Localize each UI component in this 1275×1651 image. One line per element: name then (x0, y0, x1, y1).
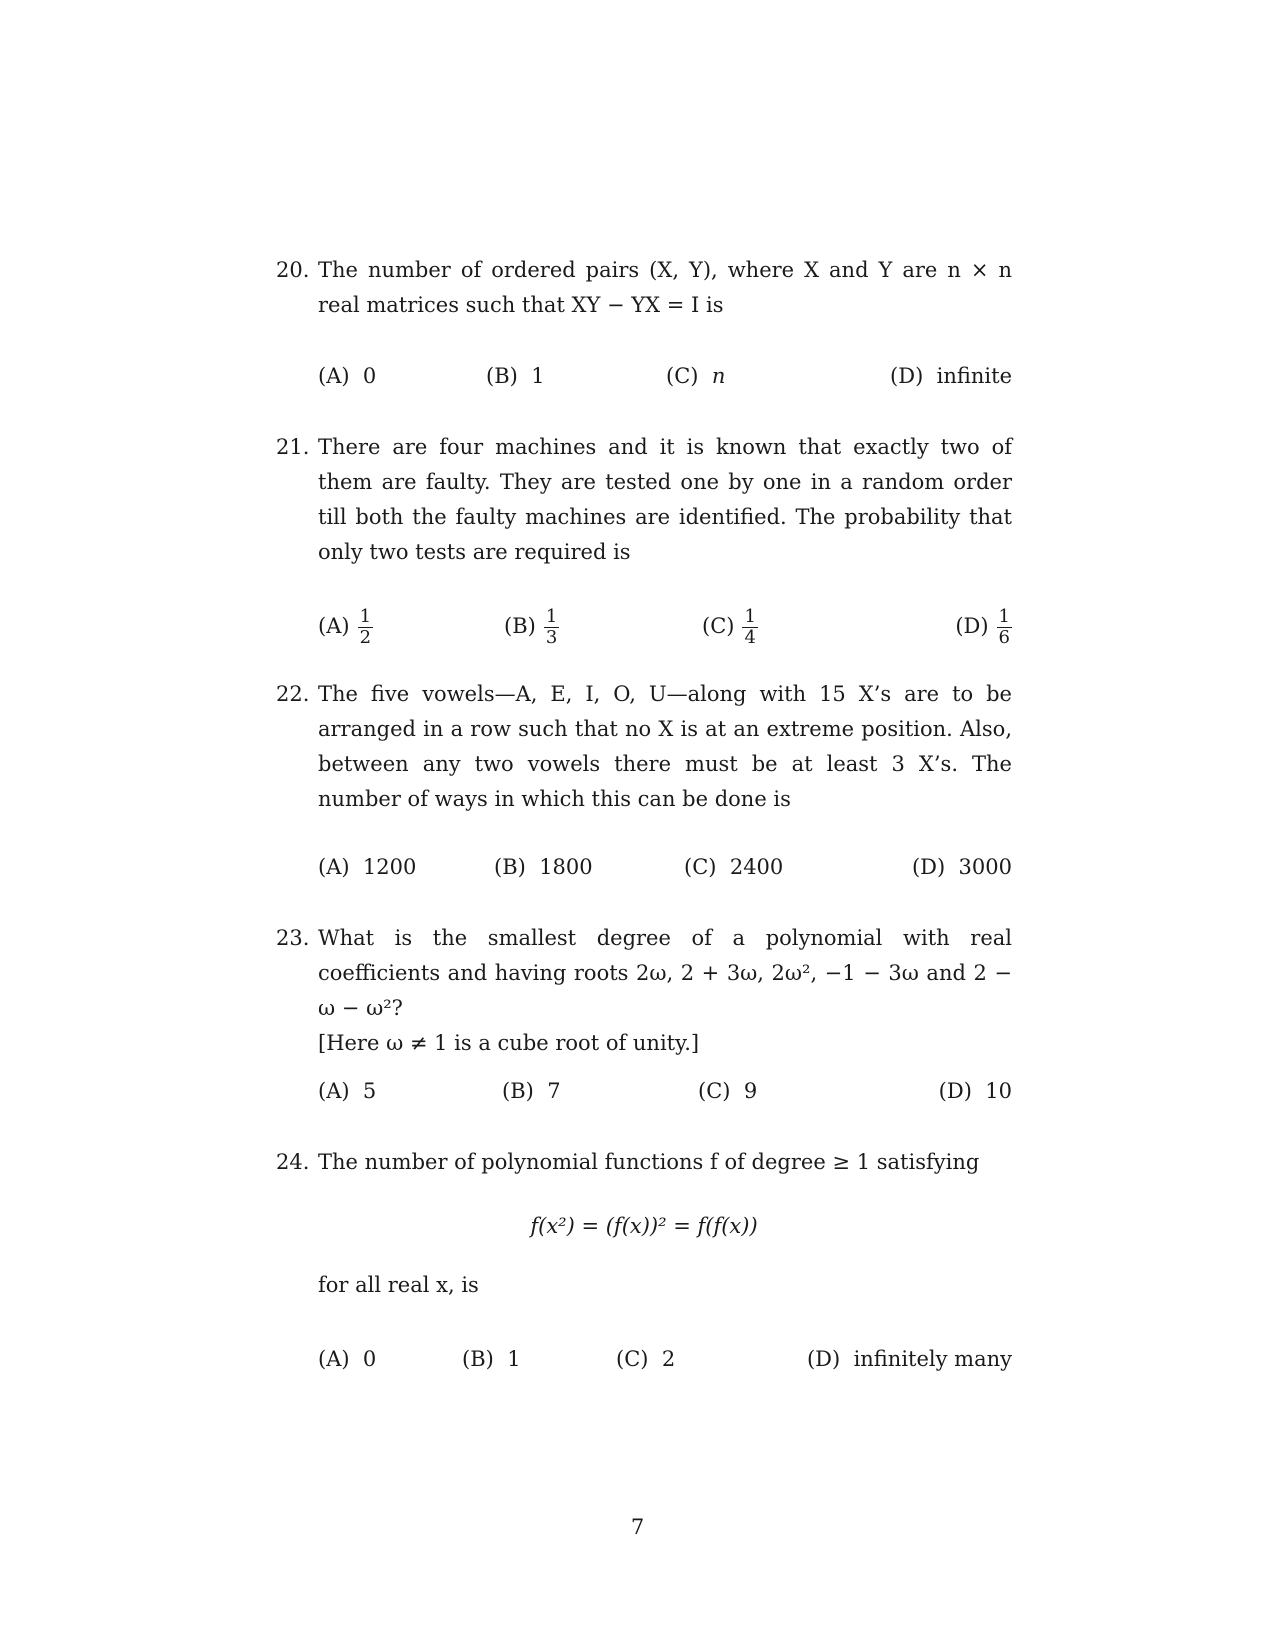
option-d (807, 1344, 1012, 1374)
option-value: infinite (936, 364, 1012, 388)
option-d (939, 1076, 1012, 1106)
display-equation (276, 1211, 1012, 1241)
option-value: infinitely many (853, 1347, 1012, 1371)
option-b (486, 361, 545, 391)
option-value: 0 (362, 364, 377, 388)
question-number: 20. (276, 258, 310, 282)
option-label: (C) (684, 855, 717, 879)
option-c (684, 852, 783, 882)
option-label: (D) (911, 855, 946, 879)
option-a (318, 1344, 376, 1374)
option-label: (B) (486, 364, 518, 388)
fraction-denominator: 2 (359, 627, 372, 648)
equation-text: f(x²) = (f(x))² = f(f(x)) (530, 1214, 758, 1238)
question-note: [Here ω ≠ 1 is a cube root of unity.] (318, 1031, 700, 1055)
question-number: 22. (276, 682, 310, 706)
fraction (358, 607, 373, 648)
question-text: There are four machines and it is known that exactly two of them are faulty. They are tested one by one in a random order till both the faulty machines are identified. The probability that only two tests are required is (318, 435, 1012, 564)
question-number: 24. (276, 1150, 310, 1174)
option-label: (B) (494, 855, 526, 879)
option-label: (A) (318, 614, 350, 638)
option-d (890, 361, 1012, 391)
question-text: What is the smallest degree of a polynomial with real coefficients and having roots 2ω, 2 + 3ω, 2ω², −1 − 3ω and 2 − ω − ω²? (318, 926, 1012, 1020)
fraction (997, 607, 1012, 648)
option-label: (C) (702, 614, 735, 638)
option-d (912, 852, 1012, 882)
option-label: (C) (666, 364, 699, 388)
option-b (494, 852, 593, 882)
option-c (616, 1344, 675, 1374)
question-24-continuation (276, 1268, 1012, 1303)
question-text: The number of ordered pairs (X, Y), where X and Y are n × n real matrices such that XY − YX = I is (318, 258, 1012, 317)
question-24 (276, 1145, 1012, 1180)
option-value: 9 (743, 1079, 758, 1103)
option-value: 5 (362, 1079, 377, 1103)
option-c (702, 607, 758, 648)
option-value: 2 (661, 1347, 676, 1371)
question-20 (276, 253, 1012, 323)
option-label: (A) (318, 1347, 350, 1371)
option-label: (D) (806, 1347, 841, 1371)
fraction-numerator: 1 (744, 606, 756, 627)
fraction-numerator: 1 (359, 606, 372, 627)
option-value: 1200 (362, 855, 417, 879)
option-a (318, 1076, 376, 1106)
fraction (544, 607, 559, 648)
option-label: (B) (502, 1079, 534, 1103)
option-b (504, 607, 559, 648)
option-a (318, 361, 376, 391)
fraction-numerator: 1 (545, 606, 558, 627)
option-value: 10 (985, 1079, 1012, 1103)
question-22 (276, 677, 1012, 817)
option-label: (A) (318, 1079, 350, 1103)
option-value: 1800 (539, 855, 593, 879)
question-number: 21. (276, 435, 310, 459)
option-label: (D) (890, 364, 924, 388)
option-b (462, 1344, 521, 1374)
option-label: (C) (616, 1347, 649, 1371)
option-label: (D) (955, 614, 989, 638)
option-value: 7 (547, 1079, 561, 1103)
option-label: (D) (938, 1079, 972, 1103)
option-label: (C) (698, 1079, 731, 1103)
question-text: The number of polynomial functions f of degree ≥ 1 satisfying (318, 1150, 980, 1174)
option-label: (B) (462, 1347, 494, 1371)
option-label: (B) (504, 614, 536, 638)
fraction (742, 607, 757, 648)
option-label: (A) (318, 364, 350, 388)
option-d (955, 607, 1012, 648)
question-text: The five vowels—A, E, I, O, U—along with 15 X’s are to be arranged in a row such that no X is at an extreme position. Also, between any two vowels there must be at least 3 X’s. The number of ways in which this can be done is (318, 682, 1012, 811)
question-23 (276, 921, 1012, 1061)
option-label: (A) (318, 855, 350, 879)
option-b (502, 1076, 561, 1106)
option-c (666, 361, 725, 391)
page-number: 7 (630, 1515, 645, 1539)
fraction-denominator: 6 (998, 627, 1010, 648)
option-value: 1 (531, 364, 545, 388)
option-value: 1 (507, 1347, 521, 1371)
fraction-numerator: 1 (998, 606, 1010, 627)
option-value: 2400 (729, 855, 784, 879)
fraction-denominator: 3 (545, 627, 558, 648)
option-a (318, 852, 416, 882)
fraction-denominator: 4 (744, 627, 756, 648)
question-21 (276, 430, 1012, 570)
option-value: 3000 (958, 855, 1012, 879)
option-value: n (711, 364, 726, 388)
question-number: 23. (276, 926, 310, 950)
option-value: 0 (362, 1347, 377, 1371)
option-a (318, 607, 373, 648)
option-c (698, 1076, 757, 1106)
continuation-text: for all real x, is (318, 1273, 479, 1297)
